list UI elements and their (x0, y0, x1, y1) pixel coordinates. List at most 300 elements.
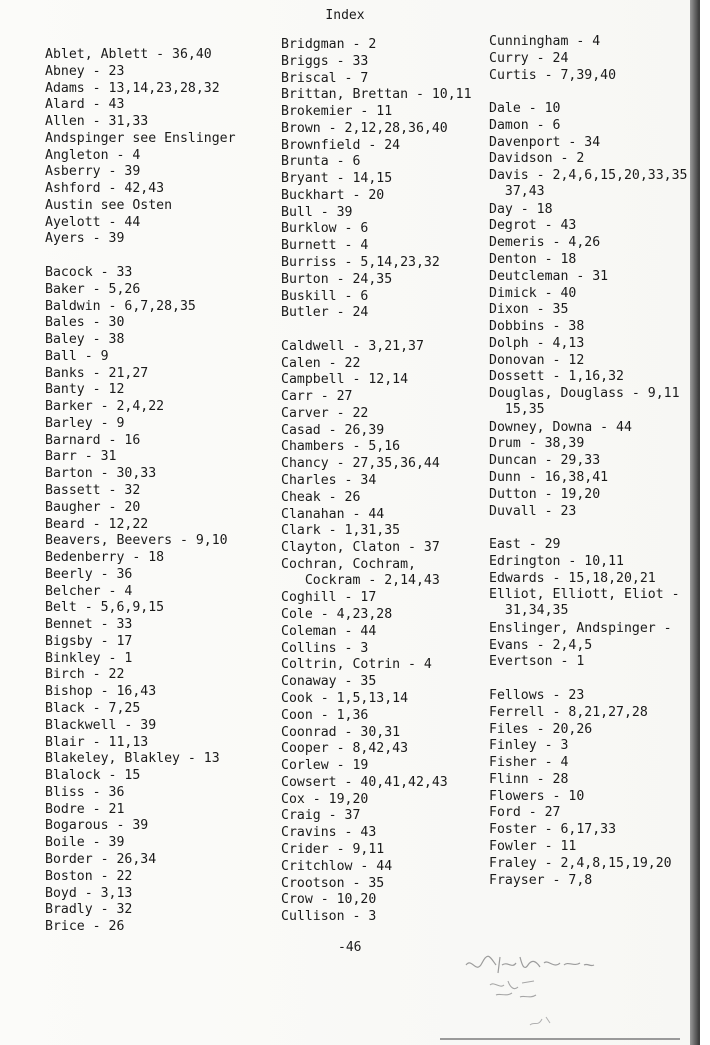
index-entry (489, 68, 616, 84)
index-entry-text: Cheak - 26 (281, 489, 361, 505)
index-entry-text: Andspinger see Enslinger (45, 130, 236, 146)
index-entry (281, 389, 352, 405)
index-entry (281, 171, 392, 187)
index-entry-text: Deutcleman - 31 (489, 268, 609, 284)
index-entry-text: Fowler - 11 (489, 838, 577, 854)
index-entry-text: Davidson - 2 (489, 151, 585, 167)
index-entry-text: Burriss - 5,14,23,32 (281, 255, 440, 270)
index-entry (489, 319, 584, 335)
index-entry-text: Cole - 4,23,28 (281, 607, 393, 623)
index-entry (281, 708, 368, 724)
index-entry-text: Files - 20,26 (489, 721, 593, 737)
index-entry (489, 688, 584, 704)
index-entry (489, 839, 576, 855)
index-entry (281, 657, 432, 673)
index-entry (489, 386, 680, 418)
index-entry-text: Barton - 30,33 (45, 466, 157, 482)
index-entry (489, 470, 608, 486)
index-entry (281, 808, 360, 824)
index-entry-text: Damon - 6 (489, 117, 561, 133)
index-entry-text: Brittan, Brettan - 10,11 (281, 87, 472, 103)
index-entry (281, 792, 368, 808)
index-entry-text: Donovan - 12 (489, 352, 585, 368)
index-entry-text: Birch - 22 (45, 667, 125, 683)
index-entry (45, 600, 164, 616)
index-entry (489, 118, 560, 134)
index-entry (281, 238, 368, 254)
index-entry (489, 436, 584, 452)
index-entry (489, 353, 584, 369)
index-entry-text: Denton - 18 (489, 252, 577, 267)
index-entry-text: Burton - 24,35 (281, 271, 393, 287)
index-entry (281, 741, 408, 757)
index-entry (45, 667, 124, 683)
index-entry (489, 856, 672, 872)
index-entry-text: Evans - 2,4,5 (489, 637, 593, 653)
index-entry-text: Blackwell - 39 (45, 717, 157, 733)
index-entry (489, 554, 624, 570)
index-entry (281, 758, 368, 774)
index-entry (281, 138, 400, 154)
index-entry-text: Cooper - 8,42,43 (281, 741, 409, 757)
index-entry-text: Briscal - 7 (281, 70, 369, 86)
index-entry (45, 751, 220, 767)
index-entry (281, 540, 440, 556)
index-entry-text: Ferrell - 8,21,27,28 (489, 704, 648, 720)
index-entry (281, 305, 368, 321)
index-entry (489, 218, 576, 234)
index-entry (45, 299, 196, 315)
index-entry-text: Blair - 11,13 (45, 734, 149, 750)
index-entry (281, 205, 352, 221)
index-entry (45, 919, 124, 935)
index-entry-text: Coonrad - 30,31 (281, 724, 401, 740)
index-entry (281, 154, 360, 170)
index-entry (45, 332, 124, 348)
index-entry (281, 876, 384, 892)
index-entry-continuation: 15,35 (489, 402, 545, 418)
page-edge-margin (700, 0, 710, 1045)
index-entry-text: Craig - 37 (281, 808, 361, 824)
index-entry (45, 349, 109, 365)
index-entry (45, 902, 132, 918)
page-number: -46 (338, 940, 362, 955)
index-entry (45, 47, 212, 63)
index-entry-text: Bodre - 21 (45, 801, 125, 817)
index-entry-text: Border - 26,34 (45, 851, 157, 867)
index-entry-text: Adams - 13,14,23,28,32 (45, 80, 220, 96)
index-entry-text: Cullison - 3 (281, 909, 377, 925)
index-entry (281, 490, 360, 506)
index-entry-text: Cunningham - 4 (489, 34, 601, 49)
index-entry-text: Bull - 39 (281, 204, 353, 220)
index-entry (489, 252, 576, 268)
index-entry-text: Douglas, Douglass - 9,11 (489, 386, 680, 402)
index-entry-text: Ayers - 39 (45, 231, 125, 247)
index-entry (281, 406, 368, 422)
index-entry (45, 265, 132, 281)
index-entry (489, 101, 560, 117)
index-entry (281, 473, 376, 489)
index-entry (489, 789, 584, 805)
index-entry (45, 500, 140, 516)
index-entry-text: Ablet, Ablett - 36,40 (45, 47, 212, 62)
index-entry (489, 504, 576, 520)
index-entry-text: Ayelott - 44 (45, 214, 141, 230)
index-entry (281, 121, 448, 137)
index-entry-text: Enslinger, Andspinger - (489, 620, 672, 636)
index-entry-text: Banks - 21,27 (45, 365, 149, 381)
index-entry-text: Barnard - 16 (45, 432, 141, 448)
index-entry (45, 684, 156, 700)
index-entry (489, 135, 600, 151)
index-entry (489, 269, 608, 285)
index-entry (45, 198, 172, 214)
index-entry (281, 372, 408, 388)
index-entry-continuation: Cockram - 2,14,43 (281, 572, 440, 588)
index-entry (281, 54, 368, 70)
index-entry-text: Dixon - 35 (489, 302, 569, 318)
index-entry (489, 286, 576, 302)
index-entry-text: Carr - 27 (281, 389, 353, 405)
index-entry (489, 822, 616, 838)
index-entry-text: Brunta - 6 (281, 154, 361, 170)
index-entry (281, 289, 368, 305)
index-entry-text: Buckhart - 20 (281, 187, 385, 203)
index-entry-text: Clayton, Claton - 37 (281, 540, 440, 556)
index-entry-text: Bales - 30 (45, 315, 125, 331)
index-entry (489, 487, 600, 503)
index-entry (45, 399, 164, 415)
index-entry (45, 164, 140, 180)
index-entry (45, 550, 164, 566)
index-entry-text: Cox - 19,20 (281, 791, 369, 807)
index-entry-text: Carver - 22 (281, 405, 369, 421)
index-entry-text: Bogarous - 39 (45, 818, 149, 834)
index-entry (45, 315, 124, 331)
index-entry-text: Abney - 23 (45, 63, 125, 79)
index-entry (45, 768, 140, 784)
index-entry (45, 718, 156, 734)
index-entry (281, 725, 400, 741)
index-entry-text: Clanahan - 44 (281, 506, 385, 522)
index-entry (281, 356, 360, 372)
index-entry (281, 339, 424, 355)
index-entry (489, 738, 568, 754)
index-entry (45, 835, 124, 851)
index-entry-text: Bryant - 14,15 (281, 171, 393, 187)
index-entry-text: Edrington - 10,11 (489, 553, 624, 569)
index-entry (45, 483, 140, 499)
index-entry-text: Fisher - 4 (489, 755, 569, 771)
index-entry (489, 722, 592, 738)
index-entry-text: Baugher - 20 (45, 499, 141, 515)
index-entry-text: Bassett - 32 (45, 483, 141, 499)
index-entry-text: Boile - 39 (45, 835, 125, 851)
index-entry (45, 449, 116, 465)
index-entry (45, 869, 132, 885)
index-entry-text: Asberry - 39 (45, 164, 141, 180)
index-entry-text: Duvall - 23 (489, 503, 577, 519)
index-entry-text: Ford - 27 (489, 805, 561, 821)
index-entry-text: Coltrin, Cotrin - 4 (281, 657, 432, 673)
index-entry-text: Coghill - 17 (281, 590, 377, 606)
index-entry-text: Dale - 10 (489, 101, 561, 117)
index-entry (489, 51, 568, 67)
index-entry (281, 691, 408, 707)
index-entry (45, 701, 140, 717)
index-entry-text: Binkley - 1 (45, 650, 133, 666)
index-entry (489, 235, 600, 251)
index-entry-text: Degrot - 43 (489, 218, 577, 234)
index-entry-text: Bedenberry - 18 (45, 550, 165, 566)
index-entry (45, 64, 124, 80)
index-entry (489, 571, 656, 587)
index-entry-text: Davis - 2,4,6,15,20,33,35 (489, 168, 688, 184)
index-entry-text: Belcher - 4 (45, 583, 133, 599)
index-entry (489, 805, 560, 821)
index-entry (489, 537, 560, 553)
index-entry-text: Blalock - 15 (45, 768, 141, 784)
index-entry-text: Angleton - 4 (45, 147, 141, 163)
index-entry (489, 755, 568, 771)
index-entry-text: Bliss - 36 (45, 784, 125, 800)
index-entry-text: Dobbins - 38 (489, 319, 585, 335)
index-entry (281, 607, 392, 623)
index-entry (281, 221, 368, 237)
index-entry (45, 215, 140, 231)
index-entry (45, 433, 140, 449)
index-entry (281, 523, 400, 539)
index-entry-text: Drum - 38,39 (489, 436, 585, 452)
index-entry (489, 587, 680, 619)
index-entry (281, 842, 384, 858)
index-entry-text: Curry - 24 (489, 50, 569, 66)
index-entry (281, 272, 392, 288)
index-entry-text: Cravins - 43 (281, 825, 377, 841)
index-entry-text: Casad - 26,39 (281, 422, 385, 438)
index-entry-text: Brownfield - 24 (281, 137, 401, 153)
index-entry-text: Fellows - 23 (489, 688, 585, 704)
index-entry (45, 148, 140, 164)
index-entry-text: Frayser - 7,8 (489, 872, 593, 888)
index-entry-continuation: 31,34,35 (489, 603, 569, 619)
index-entry-text: Baker - 5,26 (45, 281, 141, 297)
index-entry (45, 852, 156, 868)
index-entry (489, 772, 568, 788)
index-entry-text: Dossett - 1,16,32 (489, 369, 624, 385)
index-entry (281, 674, 376, 690)
index-entry (281, 439, 400, 455)
index-entry-text: Brown - 2,12,28,36,40 (281, 120, 448, 136)
index-entry-text: Downey, Downa - 44 (489, 419, 632, 435)
index-entry-text: Day - 18 (489, 201, 553, 217)
index-entry-text: East - 29 (489, 537, 561, 553)
index-entry-text: Buskill - 6 (281, 288, 369, 304)
index-entry-text: Bacock - 33 (45, 265, 133, 280)
index-entry (489, 34, 600, 50)
index-entry-text: Burklow - 6 (281, 221, 369, 237)
index-entry (45, 416, 124, 432)
index-entry (489, 638, 592, 654)
index-entry-text: Boston - 22 (45, 868, 133, 884)
index-entry-text: Foster - 6,17,33 (489, 822, 617, 838)
index-entry-text: Ashford - 42,43 (45, 181, 165, 197)
index-entry-text: Baley - 38 (45, 332, 125, 348)
index-entry (45, 785, 124, 801)
index-entry (281, 892, 376, 908)
index-entry-text: Baldwin - 6,7,28,35 (45, 298, 196, 314)
index-entry (281, 775, 448, 791)
index-entry (281, 87, 472, 103)
index-entry-text: Demeris - 4,26 (489, 235, 601, 251)
index-entry (45, 584, 132, 600)
index-entry-text: Campbell - 12,14 (281, 372, 409, 388)
index-entry-text: Crootson - 35 (281, 875, 385, 891)
index-entry-text: Curtis - 7,39,40 (489, 67, 617, 83)
index-entry-text: Blakeley, Blakley - 13 (45, 751, 220, 767)
index-entry-text: Dolph - 4,13 (489, 335, 585, 351)
index-entry-text: Beavers, Beevers - 9,10 (45, 533, 228, 549)
index-entry-text: Beerly - 36 (45, 566, 133, 582)
handwritten-signature (450, 935, 610, 1035)
index-entry (281, 557, 440, 589)
index-entry-text: Elliot, Elliott, Eliot - (489, 587, 680, 603)
index-entry (45, 634, 132, 650)
index-entry-text: Coleman - 44 (281, 623, 377, 639)
index-entry-text: Barr - 31 (45, 449, 117, 465)
index-entry-text: Dimick - 40 (489, 285, 577, 301)
index-entry (45, 818, 148, 834)
index-entry (489, 336, 584, 352)
index-entry (489, 202, 553, 218)
page-title: Index (325, 8, 365, 23)
index-entry (489, 151, 584, 167)
index-entry (45, 114, 148, 130)
index-entry (45, 382, 124, 398)
index-entry (281, 104, 392, 120)
index-entry (45, 131, 236, 147)
index-entry-text: Butler - 24 (281, 305, 369, 321)
index-entry (45, 567, 132, 583)
index-entry-text: Cook - 1,5,13,14 (281, 691, 409, 707)
index-entry-text: Flinn - 28 (489, 771, 569, 787)
index-entry-text: Davenport - 34 (489, 134, 601, 150)
index-entry-text: Brokemier - 11 (281, 104, 393, 120)
index-entry (281, 255, 440, 271)
index-entry-text: Allen - 31,33 (45, 114, 149, 130)
index-entry (45, 181, 164, 197)
index-entry (281, 624, 376, 640)
index-entry-text: Finley - 3 (489, 738, 569, 754)
index-entry-text: Cowsert - 40,41,42,43 (281, 774, 448, 790)
index-entry-text: Chambers - 5,16 (281, 439, 401, 455)
index-entry-text: Calen - 22 (281, 355, 361, 371)
index-entry-text: Belt - 5,6,9,15 (45, 600, 165, 616)
index-entry (45, 366, 148, 382)
index-entry-text: Barker - 2,4,22 (45, 399, 165, 415)
index-entry (45, 651, 132, 667)
index-entry-text: Bishop - 16,43 (45, 684, 157, 700)
index-entry-text: Bigsby - 17 (45, 633, 133, 649)
index-entry (489, 420, 632, 436)
index-entry (489, 705, 648, 721)
index-entry (281, 859, 392, 875)
index-entry (489, 654, 584, 670)
index-entry (281, 825, 376, 841)
index-entry-text: Banty - 12 (45, 382, 125, 398)
index-entry-text: Barley - 9 (45, 415, 125, 431)
index-entry-text: Bradly - 32 (45, 902, 133, 918)
index-entry (281, 37, 376, 53)
index-entry-text: Dutton - 19,20 (489, 486, 601, 502)
index-entry-continuation: 37,43 (489, 184, 545, 200)
index-entry-text: Clark - 1,31,35 (281, 523, 401, 539)
index-entry (489, 873, 592, 889)
index-entry-text: Duncan - 29,33 (489, 453, 601, 469)
index-entry (489, 369, 624, 385)
index-entry (45, 97, 124, 113)
bottom-edge-line (440, 1038, 680, 1040)
index-entry-text: Austin see Osten (45, 197, 173, 213)
index-entry-text: Bennet - 33 (45, 617, 133, 633)
index-entry (281, 188, 384, 204)
index-entry-text: Ball - 9 (45, 348, 109, 364)
index-entry (281, 590, 376, 606)
index-entry-text: Cochran, Cochram, (281, 556, 416, 572)
index-entry (489, 302, 568, 318)
index-entry-text: Burnett - 4 (281, 238, 369, 254)
index-entry (281, 423, 384, 439)
index-entry-text: Conaway - 35 (281, 674, 377, 690)
index-entry (45, 617, 132, 633)
index-entry-text: Fraley - 2,4,8,15,19,20 (489, 855, 672, 871)
index-entry-text: Corlew - 19 (281, 758, 369, 774)
index-entry (45, 466, 156, 482)
index-entry-text: Critchlow - 44 (281, 858, 393, 874)
index-entry (45, 282, 140, 298)
index-entry-text: Bridgman - 2 (281, 37, 377, 52)
index-entry-text: Briggs - 33 (281, 53, 369, 69)
index-entry (45, 231, 124, 247)
index-entry-text: Coon - 1,36 (281, 707, 369, 723)
index-entry (45, 81, 220, 97)
index-entry (45, 735, 148, 751)
index-entry (281, 456, 440, 472)
index-entry (489, 168, 688, 200)
index-entry (281, 909, 376, 925)
index-entry (281, 507, 384, 523)
index-entry-text: Charles - 34 (281, 473, 377, 489)
index-entry-text: Collins - 3 (281, 640, 369, 656)
index-entry (45, 802, 124, 818)
index-entry-text: Dunn - 16,38,41 (489, 470, 609, 486)
index-entry-text: Caldwell - 3,21,37 (281, 338, 424, 354)
index-entry-text: Beard - 12,22 (45, 516, 149, 532)
index-entry-text: Brice - 26 (45, 919, 125, 935)
index-entry-text: Edwards - 15,18,20,21 (489, 570, 656, 586)
index-entry-text: Alard - 43 (45, 97, 125, 113)
index-entry (45, 533, 228, 549)
index-entry (45, 517, 148, 533)
index-entry-text: Chancy - 27,35,36,44 (281, 456, 440, 472)
index-entry (489, 621, 672, 637)
index-entry-text: Crow - 10,20 (281, 892, 377, 908)
index-entry-text: Flowers - 10 (489, 788, 585, 804)
index-entry (281, 641, 368, 657)
index-entry (281, 71, 368, 87)
index-entry-text: Boyd - 3,13 (45, 885, 133, 901)
